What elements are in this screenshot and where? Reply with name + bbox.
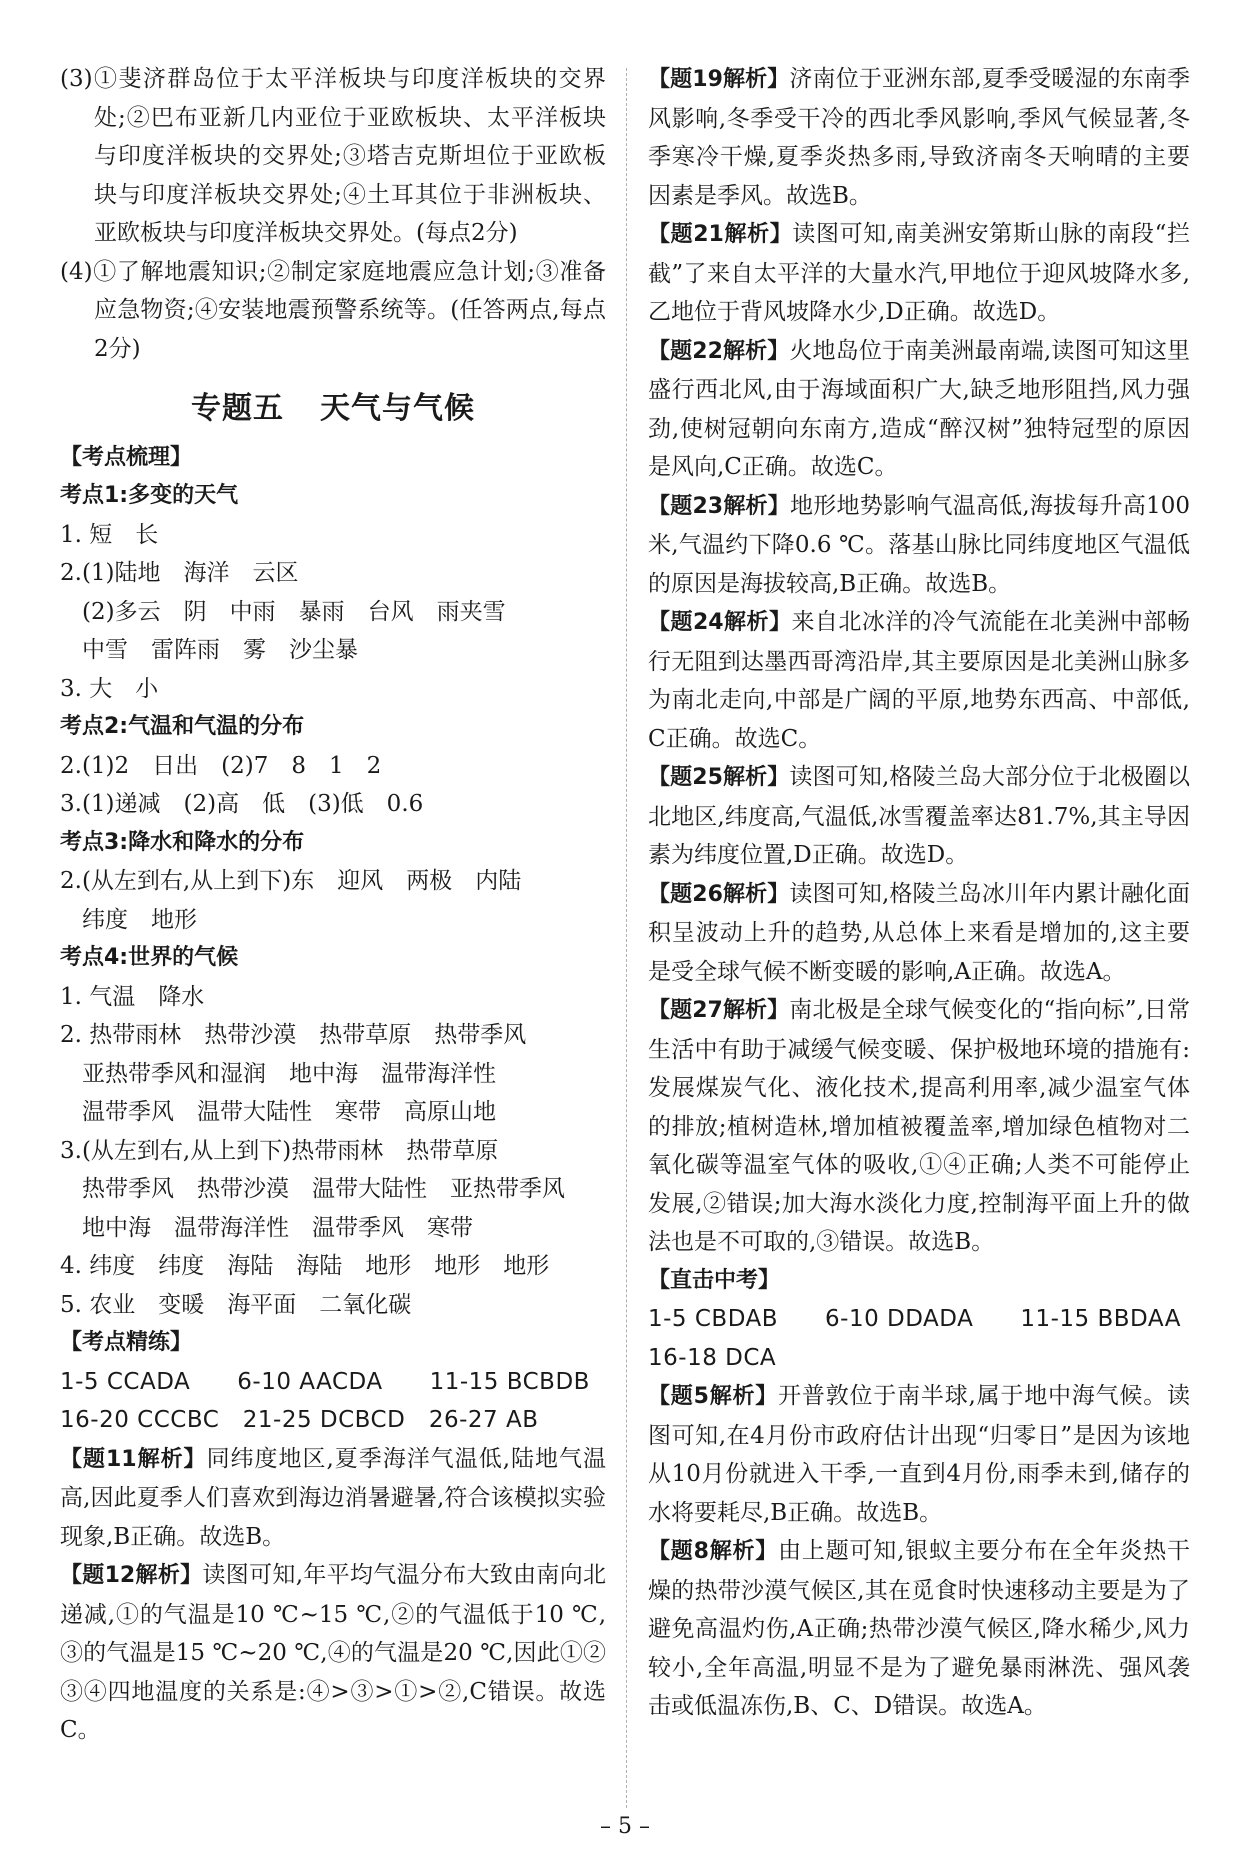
point4-line: 热带季风 热带沙漠 温带大陆性 亚热带季风 <box>82 1176 565 1202</box>
analysis-q26 <box>648 875 1190 992</box>
analysis-tag: 【题12解析】 <box>60 1563 203 1588</box>
point1-line: (2)多云 阴 中雨 暴雨 台风 雨夹雪 <box>82 598 506 625</box>
answer-line: 1-5 CBDAB 6-10 DDADA 11-15 BBDAA <box>648 1306 1181 1332</box>
analysis-text: 同纬度地区,夏季海洋气温低,陆地气温高,因此夏季人们喜欢到海边消暑避暑,符合该模拟实验现象,B正确。故选B。 <box>60 1445 606 1550</box>
intro-item-3: (3)①斐济群岛位于太平洋板块与印度洋板块的交界处;②巴布亚新几内亚位于亚欧板块、太平洋板块与印度洋板块的交界处;③塔吉克斯坦位于亚欧板块与印度洋板块交界处;④土耳其位于非洲板块、亚欧板块与印度洋板块交界处。(每点2分) <box>60 66 606 246</box>
analysis-q8 <box>648 1532 1190 1726</box>
analysis-text: 南北极是全球气候变化的“指向标”,日常生活中有助于减缓气候变暖、保护极地环境的措施有:发展煤炭气化、液化技术,提高利用率,减少温室气体的排放;植树造林,增加植被覆盖率,增加绿色植物对二氧化碳等温室气体的吸收,①④正确;人类不可能停止发展,②错误;加大海水淡化力度,控制海平面上升的做法也是不可取的,③错误。故选B。 <box>648 997 1190 1255</box>
point4-heading: 考点4:世界的气候 <box>60 945 239 970</box>
analysis-tag: 【题11解析】 <box>60 1446 207 1472</box>
point1-line: 2.(1)陆地 海洋 云区 <box>60 560 299 586</box>
analysis-tag: 【题19解析】 <box>648 67 790 92</box>
answer-line: 16-18 DCA <box>648 1344 777 1371</box>
point4-line: 地中海 温带海洋性 温带季风 寒带 <box>82 1214 473 1241</box>
analysis-text: 地形地势影响气温高低,海拔每升高100米,气温约下降0.6 ℃。落基山脉比同纬度地区气温低的原因是海拔较高,B正确。故选B。 <box>648 492 1190 597</box>
answer-line: 1-5 CCADA 6-10 AACDA 11-15 BCBDB <box>60 1368 590 1395</box>
analysis-text: 读图可知,年平均气温分布大致由南向北递减,①的气温是10 ℃~15 ℃,②的气温低于10 ℃,③的气温是15 ℃~20 ℃,④的气温是20 ℃,因此①②③④四地温度的关系是:④>③>①>②,C错误。故选C。 <box>60 1562 606 1743</box>
analysis-tag: 【题8解析】 <box>648 1539 779 1564</box>
analysis-q19 <box>648 60 1190 215</box>
page-number: – 5 – <box>600 1814 650 1839</box>
point3-line: 2.(从左到右,从上到下)东 迎风 两极 内陆 <box>60 868 522 894</box>
analysis-tag: 【题23解析】 <box>648 493 791 519</box>
analysis-tag: 【题21解析】 <box>648 222 793 247</box>
analysis-text: 读图可知,格陵兰岛冰川年内累计融化面积呈波动上升的趋势,从总体上来看是增加的,这主要是受全球气候不断变暖的影响,A正确。故选A。 <box>648 880 1190 985</box>
section-name: 天气与气候 <box>320 391 475 426</box>
point4-line: 温带季风 温带大陆性 寒带 高原山地 <box>82 1099 496 1125</box>
analysis-text: 火地岛位于南美洲最南端,读图可知这里盛行西北风,由于海域面积广大,缺乏地形阻挡,风力强劲,使树冠朝向东南方,造成“醉汉树”独特冠型的原因是风向,C正确。故选C。 <box>648 337 1190 480</box>
zhiji-zhongkao-heading: 【直击中考】 <box>648 1267 781 1293</box>
analysis-text: 读图可知,南美洲安第斯山脉的南段“拦截”了来自太平洋的大量水汽,甲地位于迎风坡降水多,乙地位于背风坡降水少,D正确。故选D。 <box>648 221 1190 325</box>
point2-heading: 考点2:气温和气温的分布 <box>60 714 305 739</box>
analysis-tag: 【题27解析】 <box>648 998 790 1023</box>
point4-line: 4. 纬度 纬度 海陆 海陆 地形 地形 地形 <box>60 1253 550 1279</box>
analysis-text: 来自北冰洋的冷气流能在北美洲中部畅行无阻到达墨西哥湾沿岸,其主要原因是北美洲山脉多为南北走向,中部是广阔的平原,地势东西高、中部低,C正确。故选C。 <box>648 609 1190 752</box>
analysis-q12 <box>60 1556 606 1750</box>
point4-line: 2. 热带雨林 热带沙漠 热带草原 热带季风 <box>60 1022 527 1048</box>
point4-line: 亚热带季风和湿润 地中海 温带海洋性 <box>82 1060 496 1087</box>
analysis-q25 <box>648 758 1190 875</box>
analysis-q22 <box>648 332 1190 487</box>
analysis-text: 开普敦位于南半球,属于地中海气候。读图可知,在4月份市政府估计出现“归零日”是因为该地从10月份就进入干季,一直到4月份,雨季未到,储存的水将要耗尽,B正确。故选B。 <box>648 1383 1191 1526</box>
analysis-text: 读图可知,格陵兰岛大部分位于北极圈以北地区,纬度高,气温低,冰雪覆盖率达81.7%,其主导因素为纬度位置,D正确。故选D。 <box>648 764 1190 868</box>
section-title <box>60 390 606 429</box>
point4-line: 5. 农业 变暖 海平面 二氧化碳 <box>60 1291 412 1318</box>
analysis-q27 <box>648 991 1190 1262</box>
analysis-tag: 【题25解析】 <box>648 765 790 790</box>
analysis-tag: 【题26解析】 <box>648 881 790 907</box>
analysis-q11 <box>60 1440 606 1557</box>
left-column <box>60 60 606 1750</box>
point2-line: 2.(1)2 日出 (2)7 8 1 2 <box>60 752 382 779</box>
analysis-q21 <box>648 215 1190 332</box>
point1-heading: 考点1:多变的天气 <box>60 483 239 508</box>
analysis-q24 <box>648 603 1190 758</box>
right-column <box>648 60 1190 1726</box>
intro-item-4: (4)①了解地震知识;②制定家庭地震应急计划;③准备应急物资;④安装地震预警系统等。(任答两点,每点2分) <box>60 258 606 362</box>
point1-line: 1. 短 长 <box>60 521 159 548</box>
analysis-tag: 【题5解析】 <box>648 1384 779 1409</box>
analysis-tag: 【题24解析】 <box>648 610 792 635</box>
point4-line: 3.(从左到右,从上到下)热带雨林 热带草原 <box>60 1137 499 1164</box>
analysis-text: 济南位于亚洲东部,夏季受暖湿的东南季风影响,冬季受干冷的西北季风影响,季风气候显著,冬季寒冷干燥,夏季炎热多雨,导致济南冬天响晴的主要因素是季风。故选B。 <box>648 66 1190 209</box>
point4-line: 1. 气温 降水 <box>60 983 205 1010</box>
kaodian-jinglian-heading: 【考点精练】 <box>60 1330 193 1355</box>
column-divider <box>626 68 627 1808</box>
analysis-tag: 【题22解析】 <box>648 338 790 364</box>
kaodian-shuli-heading: 【考点梳理】 <box>60 444 193 470</box>
point1-line: 中雪 雷阵雨 雾 沙尘暴 <box>82 637 358 663</box>
analysis-q5 <box>648 1377 1190 1532</box>
analysis-q23 <box>648 487 1190 604</box>
point2-line: 3.(1)递减 (2)高 低 (3)低 0.6 <box>60 791 424 817</box>
point3-heading: 考点3:降水和降水的分布 <box>60 829 305 855</box>
section-number: 专题五 <box>191 391 284 426</box>
answer-line: 16-20 CCCBC 21-25 DCBCD 26-27 AB <box>60 1407 539 1433</box>
analysis-text: 由上题可知,银蚁主要分布在全年炎热干燥的热带沙漠气候区,其在觅食时快速移动主要是为了避免高温灼伤,A正确;热带沙漠气候区,降水稀少,风力较小,全年高温,明显不是为了避免暴雨淋洗、强风袭击或低温冻伤,B、C、D错误。故选A。 <box>648 1538 1191 1719</box>
point1-line: 3. 大 小 <box>60 675 159 702</box>
point3-line: 纬度 地形 <box>82 906 197 933</box>
